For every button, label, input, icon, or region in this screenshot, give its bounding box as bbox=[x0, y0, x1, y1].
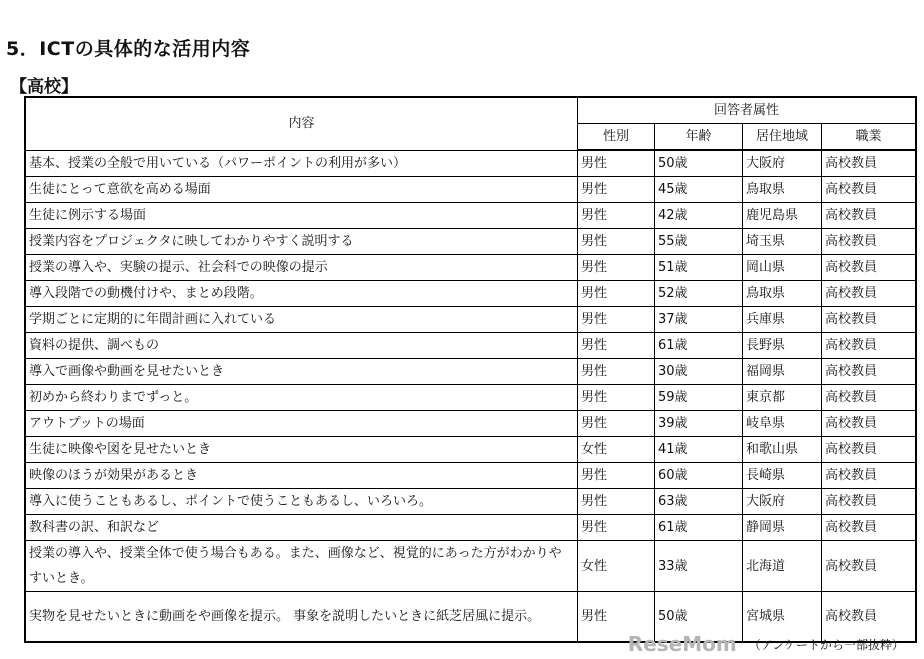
header-region: 居住地域 bbox=[743, 124, 822, 151]
cell-region: 静岡県 bbox=[743, 515, 822, 541]
cell-region: 長崎県 bbox=[743, 463, 822, 489]
cell-age: 61歳 bbox=[655, 515, 743, 541]
cell-gender: 男性 bbox=[578, 150, 655, 177]
cell-job: 高校教員 bbox=[822, 281, 917, 307]
cell-age: 45歳 bbox=[655, 177, 743, 203]
cell-content: 映像のほうが効果があるとき bbox=[25, 463, 578, 489]
header-job: 職業 bbox=[822, 124, 917, 151]
cell-job: 高校教員 bbox=[822, 515, 917, 541]
table-row bbox=[25, 463, 916, 489]
cell-job: 高校教員 bbox=[822, 307, 917, 333]
cell-region: 和歌山県 bbox=[743, 437, 822, 463]
cell-gender: 男性 bbox=[578, 515, 655, 541]
cell-content: 学期ごとに定期的に年間計画に入れている bbox=[25, 307, 578, 333]
cell-job: 高校教員 bbox=[822, 150, 917, 177]
header-age: 年齢 bbox=[655, 124, 743, 151]
cell-age: 39歳 bbox=[655, 411, 743, 437]
cell-gender: 男性 bbox=[578, 592, 655, 643]
table-row bbox=[25, 437, 916, 463]
cell-content: 教科書の訳、和訳など bbox=[25, 515, 578, 541]
cell-region: 兵庫県 bbox=[743, 307, 822, 333]
cell-region: 長野県 bbox=[743, 333, 822, 359]
table-row bbox=[25, 281, 916, 307]
cell-region: 福岡県 bbox=[743, 359, 822, 385]
table-body bbox=[25, 150, 916, 642]
cell-region: 鳥取県 bbox=[743, 177, 822, 203]
cell-gender: 男性 bbox=[578, 177, 655, 203]
cell-job: 高校教員 bbox=[822, 489, 917, 515]
cell-gender: 男性 bbox=[578, 385, 655, 411]
cell-age: 51歳 bbox=[655, 255, 743, 281]
cell-content: 授業の導入や、実験の提示、社会科での映像の提示 bbox=[25, 255, 578, 281]
section-subtitle: 【高校】 bbox=[10, 77, 78, 97]
table-row bbox=[25, 150, 916, 177]
header-gender: 性別 bbox=[578, 124, 655, 151]
header-content: 内容 bbox=[25, 97, 578, 150]
table-row bbox=[25, 203, 916, 229]
table-row bbox=[25, 359, 916, 385]
cell-content: アウトプットの場面 bbox=[25, 411, 578, 437]
cell-job: 高校教員 bbox=[822, 255, 917, 281]
table-row bbox=[25, 177, 916, 203]
cell-job: 高校教員 bbox=[822, 203, 917, 229]
cell-age: 50歳 bbox=[655, 592, 743, 643]
table-row bbox=[25, 541, 916, 592]
page-title: 5．ICTの具体的な活用内容 bbox=[6, 38, 251, 60]
cell-gender: 男性 bbox=[578, 307, 655, 333]
cell-content: 実物を見せたいときに動画をや画像を提示。 事象を説明したいときに紙芝居風に提示。 bbox=[25, 592, 578, 643]
cell-content: 導入段階での動機付けや、まとめ段階。 bbox=[25, 281, 578, 307]
cell-age: 41歳 bbox=[655, 437, 743, 463]
page-footer bbox=[628, 632, 904, 656]
table-row bbox=[25, 255, 916, 281]
cell-region: 東京都 bbox=[743, 385, 822, 411]
cell-region: 大阪府 bbox=[743, 489, 822, 515]
cell-age: 63歳 bbox=[655, 489, 743, 515]
cell-age: 42歳 bbox=[655, 203, 743, 229]
cell-job: 高校教員 bbox=[822, 437, 917, 463]
resemom-watermark: ReseMom bbox=[627, 632, 737, 656]
cell-age: 50歳 bbox=[655, 150, 743, 177]
cell-region: 大阪府 bbox=[743, 150, 822, 177]
cell-content: 導入に使うこともあるし、ポイントで使うこともあるし、いろいろ。 bbox=[25, 489, 578, 515]
cell-content: 資料の提供、調べもの bbox=[25, 333, 578, 359]
cell-job: 高校教員 bbox=[822, 463, 917, 489]
cell-content: 授業内容をプロジェクタに映してわかりやすく説明する bbox=[25, 229, 578, 255]
cell-region: 埼玉県 bbox=[743, 229, 822, 255]
cell-gender: 女性 bbox=[578, 541, 655, 592]
cell-gender: 男性 bbox=[578, 359, 655, 385]
table-row bbox=[25, 333, 916, 359]
ict-usage-table bbox=[24, 96, 917, 643]
cell-job: 高校教員 bbox=[822, 385, 917, 411]
cell-region: 岐阜県 bbox=[743, 411, 822, 437]
cell-job: 高校教員 bbox=[822, 177, 917, 203]
cell-region: 鳥取県 bbox=[743, 281, 822, 307]
cell-content: 生徒に例示する場面 bbox=[25, 203, 578, 229]
cell-region: 北海道 bbox=[743, 541, 822, 592]
cell-gender: 男性 bbox=[578, 489, 655, 515]
cell-gender: 男性 bbox=[578, 333, 655, 359]
cell-age: 55歳 bbox=[655, 229, 743, 255]
cell-age: 60歳 bbox=[655, 463, 743, 489]
cell-age: 33歳 bbox=[655, 541, 743, 592]
table-row bbox=[25, 515, 916, 541]
cell-region: 鹿児島県 bbox=[743, 203, 822, 229]
cell-gender: 男性 bbox=[578, 203, 655, 229]
cell-job: 高校教員 bbox=[822, 592, 917, 643]
cell-gender: 男性 bbox=[578, 229, 655, 255]
cell-age: 59歳 bbox=[655, 385, 743, 411]
cell-content: 導入で画像や動画を見せたいとき bbox=[25, 359, 578, 385]
cell-job: 高校教員 bbox=[822, 229, 917, 255]
table-row bbox=[25, 307, 916, 333]
cell-job: 高校教員 bbox=[822, 541, 917, 592]
cell-job: 高校教員 bbox=[822, 411, 917, 437]
cell-age: 52歳 bbox=[655, 281, 743, 307]
cell-content: 生徒にとって意欲を高める場面 bbox=[25, 177, 578, 203]
cell-gender: 男性 bbox=[578, 255, 655, 281]
cell-job: 高校教員 bbox=[822, 333, 917, 359]
cell-gender: 男性 bbox=[578, 463, 655, 489]
table-row bbox=[25, 229, 916, 255]
header-respondent-attributes: 回答者属性 bbox=[578, 97, 917, 124]
cell-age: 37歳 bbox=[655, 307, 743, 333]
table-row bbox=[25, 411, 916, 437]
cell-content: 生徒に映像や図を見せたいとき bbox=[25, 437, 578, 463]
cell-content: 基本、授業の全般で用いている（パワーポイントの利用が多い） bbox=[25, 150, 578, 177]
cell-content: 初めから終わりまでずっと。 bbox=[25, 385, 578, 411]
table-row bbox=[25, 385, 916, 411]
cell-region: 宮城県 bbox=[743, 592, 822, 643]
source-note: （アンケートから一部抜粋） bbox=[748, 637, 904, 652]
cell-age: 61歳 bbox=[655, 333, 743, 359]
cell-age: 30歳 bbox=[655, 359, 743, 385]
table-row bbox=[25, 489, 916, 515]
cell-gender: 男性 bbox=[578, 411, 655, 437]
cell-gender: 女性 bbox=[578, 437, 655, 463]
cell-content: 授業の導入や、授業全体で使う場合もある。また、画像など、視覚的にあった方がわかりやすいとき。 bbox=[25, 541, 578, 592]
cell-job: 高校教員 bbox=[822, 359, 917, 385]
cell-gender: 男性 bbox=[578, 281, 655, 307]
cell-region: 岡山県 bbox=[743, 255, 822, 281]
